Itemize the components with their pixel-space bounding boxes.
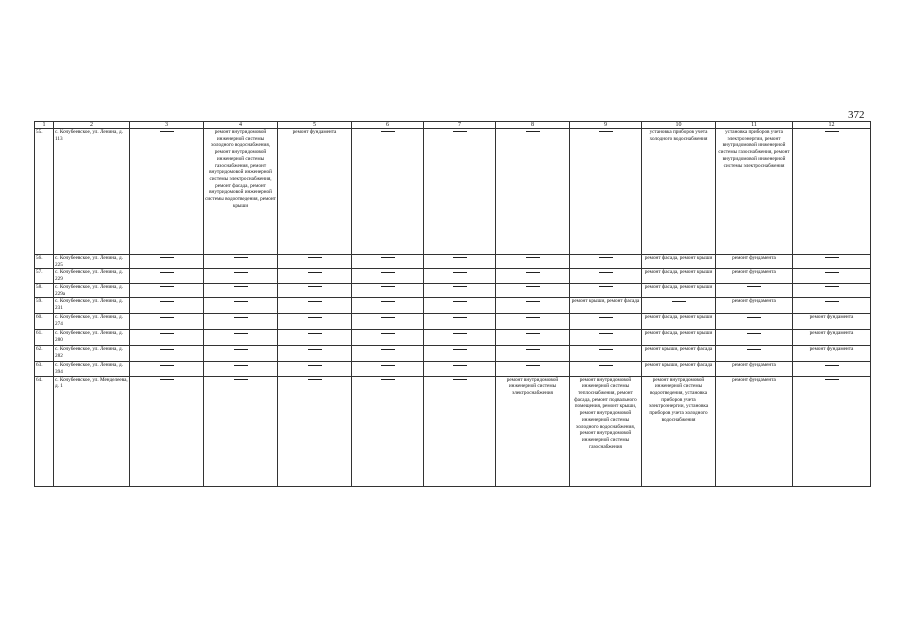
repair-work-cell: ремонт фундамента xyxy=(716,376,793,486)
table-row xyxy=(35,298,871,314)
repair-work-cell: ремонт фундамента xyxy=(793,330,871,346)
repair-work-cell: ремонт фундамента xyxy=(793,346,871,362)
column-number: 11 xyxy=(716,122,793,129)
dash-mark xyxy=(234,333,248,334)
empty-dash-cell xyxy=(204,346,278,362)
dash-mark xyxy=(599,272,613,273)
repair-work-cell: ремонт фундамента xyxy=(716,298,793,314)
repair-work-cell: ремонт внутридомовой инженерной системы холодного водоснабжения, ремонт внутридомовой инженерной системы газоснабжения, ремонт внутридомовой инженерной системы электроснабжения, ремонт фасада, ремонт внутридомовой инженерной системы водоотведения, ремонт крыши xyxy=(204,129,278,255)
empty-dash-cell xyxy=(424,269,496,283)
repair-program-table xyxy=(34,121,871,487)
column-number: 8 xyxy=(496,122,570,129)
row-number: 61. xyxy=(35,330,54,346)
dash-mark xyxy=(453,317,467,318)
empty-dash-cell xyxy=(496,330,570,346)
dash-mark xyxy=(825,365,839,366)
empty-dash-cell xyxy=(570,283,642,297)
address-cell: с. Кочубеевское, ул. Ленина, д. 394 xyxy=(54,362,130,376)
dash-mark xyxy=(453,131,467,132)
empty-dash-cell xyxy=(204,283,278,297)
row-number: 59. xyxy=(35,298,54,314)
repair-work-cell: ремонт фундамента xyxy=(716,255,793,269)
column-number: 9 xyxy=(570,122,642,129)
dash-mark xyxy=(825,379,839,380)
dash-mark xyxy=(526,272,540,273)
empty-dash-cell xyxy=(424,298,496,314)
row-number: 55. xyxy=(35,129,54,255)
dash-mark xyxy=(308,317,322,318)
dash-mark xyxy=(599,286,613,287)
row-number: 56. xyxy=(35,255,54,269)
empty-dash-cell xyxy=(352,269,424,283)
empty-dash-cell xyxy=(716,314,793,330)
empty-dash-cell xyxy=(204,330,278,346)
empty-dash-cell xyxy=(716,330,793,346)
table-row xyxy=(35,376,871,486)
empty-dash-cell xyxy=(424,376,496,486)
empty-dash-cell xyxy=(278,283,352,297)
empty-dash-cell xyxy=(352,346,424,362)
empty-dash-cell xyxy=(793,269,871,283)
dash-mark xyxy=(825,131,839,132)
empty-dash-cell xyxy=(496,255,570,269)
repair-work-cell: ремонт фундамента xyxy=(716,269,793,283)
empty-dash-cell xyxy=(570,362,642,376)
dash-mark xyxy=(160,349,174,350)
dash-mark xyxy=(160,131,174,132)
address-cell: с. Кочубеевское, ул. Ленина, д. 282 xyxy=(54,346,130,362)
dash-mark xyxy=(453,379,467,380)
empty-dash-cell xyxy=(278,314,352,330)
empty-dash-cell xyxy=(278,255,352,269)
dash-mark xyxy=(599,349,613,350)
page-number: 372 xyxy=(848,109,865,121)
repair-work-cell: ремонт фасада, ремонт крыши xyxy=(642,255,716,269)
empty-dash-cell xyxy=(278,362,352,376)
table-row xyxy=(35,129,871,255)
dash-mark xyxy=(825,301,839,302)
dash-mark xyxy=(747,333,761,334)
empty-dash-cell xyxy=(204,298,278,314)
repair-work-cell: ремонт крыши, ремонт фасада xyxy=(570,298,642,314)
dash-mark xyxy=(160,257,174,258)
empty-dash-cell xyxy=(424,129,496,255)
dash-mark xyxy=(825,257,839,258)
dash-mark xyxy=(160,317,174,318)
row-number: 58. xyxy=(35,283,54,297)
empty-dash-cell xyxy=(793,362,871,376)
dash-mark xyxy=(308,257,322,258)
empty-dash-cell xyxy=(793,298,871,314)
repair-work-cell: ремонт внутридомовой инженерной системы водоотведения, установка приборов учета электроэнергии, установка приборов учета холодного водоснабжения xyxy=(642,376,716,486)
empty-dash-cell xyxy=(130,376,204,486)
empty-dash-cell xyxy=(352,314,424,330)
dash-mark xyxy=(599,365,613,366)
dash-mark xyxy=(599,333,613,334)
repair-work-cell: ремонт фасада, ремонт крыши xyxy=(642,330,716,346)
dash-mark xyxy=(234,257,248,258)
repair-work-cell: ремонт внутридомовой инженерной системы электроснабжения xyxy=(496,376,570,486)
empty-dash-cell xyxy=(130,314,204,330)
dash-mark xyxy=(381,257,395,258)
empty-dash-cell xyxy=(204,269,278,283)
dash-mark xyxy=(825,286,839,287)
dash-mark xyxy=(381,379,395,380)
empty-dash-cell xyxy=(204,362,278,376)
dash-mark xyxy=(381,131,395,132)
empty-dash-cell xyxy=(793,376,871,486)
dash-mark xyxy=(308,379,322,380)
address-cell: с. Кочубеевское, ул. Ленина, д. 229а xyxy=(54,283,130,297)
dash-mark xyxy=(308,286,322,287)
column-number: 5 xyxy=(278,122,352,129)
repair-work-cell: ремонт фундамента xyxy=(716,362,793,376)
empty-dash-cell xyxy=(352,129,424,255)
address-cell: с. Кочубеевское, ул. Ленина, д. 225 xyxy=(54,255,130,269)
empty-dash-cell xyxy=(424,314,496,330)
empty-dash-cell xyxy=(793,255,871,269)
dash-mark xyxy=(381,349,395,350)
dash-mark xyxy=(381,365,395,366)
empty-dash-cell xyxy=(352,283,424,297)
repair-work-cell: установка приборов учета холодного водоснабжения xyxy=(642,129,716,255)
repair-work-cell: ремонт внутридомовой инженерной системы теплоснабжения, ремонт фасада, ремонт подвального помещения, ремонт крыши, ремонт внутридомовой инженерной системы холодного водоснабжения, ремонт внутридомовой инженерной системы газоснабжения xyxy=(570,376,642,486)
empty-dash-cell xyxy=(570,255,642,269)
empty-dash-cell xyxy=(130,330,204,346)
dash-mark xyxy=(453,333,467,334)
dash-mark xyxy=(526,349,540,350)
address-cell: с. Кочубеевское, ул. Ленина, д. 229 xyxy=(54,269,130,283)
column-number: 3 xyxy=(130,122,204,129)
column-number: 4 xyxy=(204,122,278,129)
table-row xyxy=(35,330,871,346)
empty-dash-cell xyxy=(424,362,496,376)
empty-dash-cell xyxy=(204,376,278,486)
dash-mark xyxy=(526,365,540,366)
dash-mark xyxy=(234,272,248,273)
dash-mark xyxy=(747,317,761,318)
dash-mark xyxy=(381,317,395,318)
empty-dash-cell xyxy=(496,346,570,362)
empty-dash-cell xyxy=(496,129,570,255)
row-number: 60. xyxy=(35,314,54,330)
repair-work-cell: установка приборов учета электроэнергии, ремонт внутридомовой инженерной системы газоснабжения, ремонт внутридомовой инженерной системы электроснабжения xyxy=(716,129,793,255)
empty-dash-cell xyxy=(130,255,204,269)
address-cell: с. Кочубеевское, ул. Менделеева, д. 1 xyxy=(54,376,130,486)
empty-dash-cell xyxy=(130,129,204,255)
column-number: 6 xyxy=(352,122,424,129)
dash-mark xyxy=(381,286,395,287)
empty-dash-cell xyxy=(570,129,642,255)
dash-mark xyxy=(453,365,467,366)
empty-dash-cell xyxy=(278,330,352,346)
column-number: 2 xyxy=(54,122,130,129)
dash-mark xyxy=(526,286,540,287)
table-row xyxy=(35,314,871,330)
dash-mark xyxy=(308,272,322,273)
empty-dash-cell xyxy=(424,330,496,346)
empty-dash-cell xyxy=(496,362,570,376)
empty-dash-cell xyxy=(793,129,871,255)
empty-dash-cell xyxy=(130,269,204,283)
empty-dash-cell xyxy=(352,255,424,269)
empty-dash-cell xyxy=(570,269,642,283)
table-row xyxy=(35,362,871,376)
dash-mark xyxy=(160,365,174,366)
dash-mark xyxy=(526,257,540,258)
column-number: 10 xyxy=(642,122,716,129)
address-cell: с. Кочубеевское, ул. Ленина, д. 274 xyxy=(54,314,130,330)
dash-mark xyxy=(160,272,174,273)
column-number: 1 xyxy=(35,122,54,129)
dash-mark xyxy=(526,301,540,302)
empty-dash-cell xyxy=(570,330,642,346)
row-number: 64. xyxy=(35,376,54,486)
dash-mark xyxy=(825,272,839,273)
table-row xyxy=(35,255,871,269)
dash-mark xyxy=(526,333,540,334)
dash-mark xyxy=(381,333,395,334)
dash-mark xyxy=(453,349,467,350)
empty-dash-cell xyxy=(716,346,793,362)
dash-mark xyxy=(381,301,395,302)
empty-dash-cell xyxy=(352,362,424,376)
repair-work-cell: ремонт фундамента xyxy=(793,314,871,330)
empty-dash-cell xyxy=(352,330,424,346)
empty-dash-cell xyxy=(424,346,496,362)
dash-mark xyxy=(308,333,322,334)
empty-dash-cell xyxy=(130,346,204,362)
address-cell: с. Кочубеевское, ул. Ленина, д. 231 xyxy=(54,298,130,314)
empty-dash-cell xyxy=(278,376,352,486)
dash-mark xyxy=(308,301,322,302)
empty-dash-cell xyxy=(570,346,642,362)
empty-dash-cell xyxy=(352,298,424,314)
dash-mark xyxy=(453,286,467,287)
empty-dash-cell xyxy=(716,283,793,297)
empty-dash-cell xyxy=(424,283,496,297)
empty-dash-cell xyxy=(204,314,278,330)
row-number: 63. xyxy=(35,362,54,376)
empty-dash-cell xyxy=(496,269,570,283)
dash-mark xyxy=(453,272,467,273)
repair-work-cell: ремонт фасада, ремонт крыши xyxy=(642,314,716,330)
dash-mark xyxy=(234,365,248,366)
column-number-row xyxy=(35,122,871,129)
repair-work-cell: ремонт крыши, ремонт фасада xyxy=(642,346,716,362)
dash-mark xyxy=(599,257,613,258)
column-number: 7 xyxy=(424,122,496,129)
empty-dash-cell xyxy=(424,255,496,269)
dash-mark xyxy=(234,317,248,318)
empty-dash-cell xyxy=(130,362,204,376)
dash-mark xyxy=(160,333,174,334)
table-row xyxy=(35,269,871,283)
dash-mark xyxy=(747,286,761,287)
empty-dash-cell xyxy=(278,346,352,362)
empty-dash-cell xyxy=(130,298,204,314)
repair-work-cell: ремонт фасада, ремонт крыши xyxy=(642,283,716,297)
dash-mark xyxy=(160,286,174,287)
dash-mark xyxy=(526,317,540,318)
dash-mark xyxy=(160,379,174,380)
dash-mark xyxy=(672,301,686,302)
dash-mark xyxy=(453,301,467,302)
dash-mark xyxy=(308,349,322,350)
empty-dash-cell xyxy=(496,283,570,297)
dash-mark xyxy=(234,379,248,380)
dash-mark xyxy=(599,317,613,318)
empty-dash-cell xyxy=(570,314,642,330)
table-row xyxy=(35,283,871,297)
address-cell: с. Кочубеевское, ул. Ленина, д. 280 xyxy=(54,330,130,346)
row-number: 62. xyxy=(35,346,54,362)
empty-dash-cell xyxy=(204,255,278,269)
repair-work-cell: ремонт крыши, ремонт фасада xyxy=(642,362,716,376)
empty-dash-cell xyxy=(793,283,871,297)
column-number: 12 xyxy=(793,122,871,129)
dash-mark xyxy=(234,301,248,302)
dash-mark xyxy=(453,257,467,258)
dash-mark xyxy=(308,365,322,366)
dash-mark xyxy=(526,131,540,132)
empty-dash-cell xyxy=(642,298,716,314)
empty-dash-cell xyxy=(278,298,352,314)
row-number: 57. xyxy=(35,269,54,283)
dash-mark xyxy=(381,272,395,273)
address-cell: с. Кочубеевское, ул. Ленина, д. 113 xyxy=(54,129,130,255)
empty-dash-cell xyxy=(278,269,352,283)
empty-dash-cell xyxy=(352,376,424,486)
repair-work-cell: ремонт фасада, ремонт крыши xyxy=(642,269,716,283)
empty-dash-cell xyxy=(496,298,570,314)
repair-work-cell: ремонт фундамента xyxy=(278,129,352,255)
empty-dash-cell xyxy=(496,314,570,330)
empty-dash-cell xyxy=(130,283,204,297)
dash-mark xyxy=(747,349,761,350)
dash-mark xyxy=(160,301,174,302)
table-row xyxy=(35,346,871,362)
dash-mark xyxy=(234,349,248,350)
dash-mark xyxy=(234,286,248,287)
dash-mark xyxy=(599,131,613,132)
